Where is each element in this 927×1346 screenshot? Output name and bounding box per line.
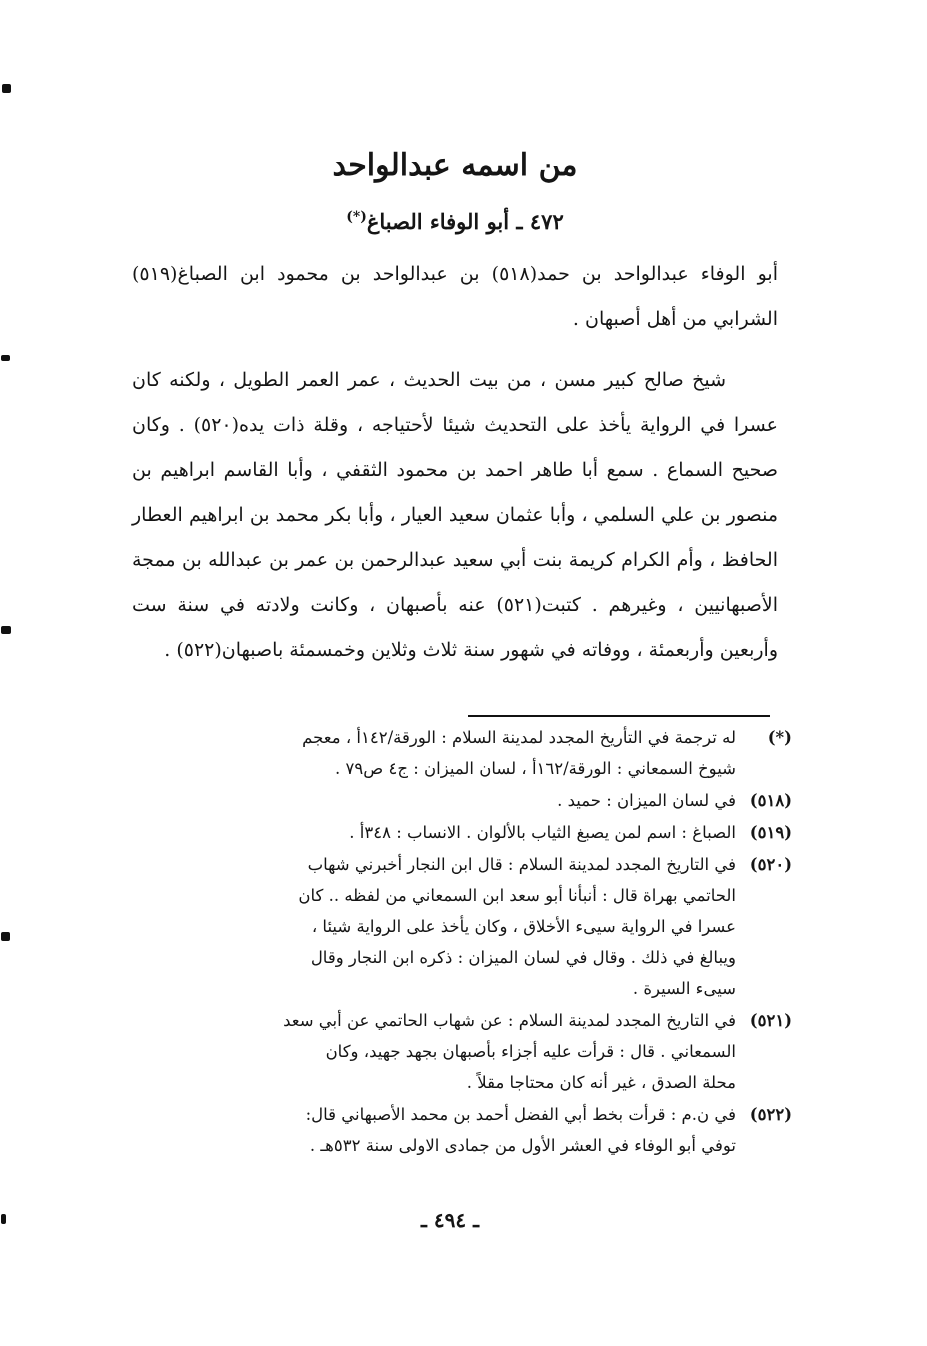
entry-number: ٤٧٢ xyxy=(529,209,564,234)
margin-mark xyxy=(1,932,10,941)
footnote-line: في لسان الميزان : حميد . xyxy=(557,791,736,810)
footnote xyxy=(126,1099,792,1161)
footnote-marker: (٥٢٢) xyxy=(749,1105,792,1124)
footnote-line: ويبالغ في ذلك . وقال في لسان الميزان : ذكره ابن النجار وقال xyxy=(310,948,736,967)
footnote xyxy=(126,722,792,784)
footnote xyxy=(126,785,792,816)
footnote-line: في التاريخ المجدد لمدينة السلام : عن شهاب الحاتمي عن أبي سعد xyxy=(283,1011,736,1030)
margin-mark xyxy=(1,626,11,634)
footnote xyxy=(126,1005,792,1098)
footnote-line: الحاتمي بهراة قال : أنبأنا أبو سعد ابن السمعاني من لفظه .. كان xyxy=(298,886,736,905)
footnote-line: عسرا في الرواية سيىء الأخلاق ، وكان يأخذ على الرواية شيئا ، xyxy=(311,917,736,936)
footnote xyxy=(126,817,792,848)
footnote xyxy=(126,849,792,1004)
footnote-line: سيىء السيرة . xyxy=(632,979,736,998)
footnote-marker: (٥٢١) xyxy=(749,1011,792,1030)
footnote-line: الصباغ : اسم لمن يصبغ الثياب بالألوان . الانساب : ٣٤٨أ . xyxy=(349,823,736,842)
entry-name: أبو الوفاء الصباغ xyxy=(366,209,510,234)
margin-mark xyxy=(1,355,10,361)
page-number: ـ ٤٩٤ ـ xyxy=(421,1208,479,1232)
footnote-marker: (٥١٩) xyxy=(749,823,792,842)
footnote-marker: (٥٢٠) xyxy=(749,855,792,874)
footnote-line: شيوخ السمعاني : الورقة/١٦٢أ ، لسان الميزان : ج٤ ص٧٩ . xyxy=(335,759,736,778)
margin-mark xyxy=(2,84,11,93)
footnote-separator xyxy=(468,715,770,717)
margin-mark xyxy=(1,1214,6,1224)
footnote-line: توفي أبو الوفاء في العشر الأول من جمادى الاولى سنة ٥٣٢هـ . xyxy=(309,1136,736,1155)
footnote-line: محلة الصدق ، غير أنه كان محتاجا مقلاً . xyxy=(466,1073,736,1092)
footnote-line: في ن.م : قرأت بخط أبي الفضل أحمد بن محمد الأصبهاني قال: xyxy=(305,1105,736,1124)
paragraph: شيخ صالح كبير مسن ، من بيت الحديث ، عمر العمر الطويل ، ولكنه كان عسرا في الرواية يأخذ على التحديث شيئا لأحتياجه ، وقلة ذات يده(٥٢٠) . وكان صحيح السماع . سمع أبا طاهر احمد بن محمود الثقفي ، وأبا القاسم ابراهيم بن منصور بن علي السلمي ، وأبا عثمان سعيد العيار ، وأبا بكر محمد بن ابراهيم العطار الحافظ ، وأم الكرام كريمة بنت أبي سعيد عبدالرحمن بن عمر بن عبدالله بن ممجة الأصبهانيين ، وغيرهم . كتبت(٥٢١) عنه بأصبهان ، وكانت ولادته في سنة ست وأربعين وأربعمئة ، ووفاته في شهور سنة ثلاث وثلاين وخمسمئة باصبهان(٥٢٢) . xyxy=(132,369,778,661)
footnote-marker: (٥١٨) xyxy=(749,791,792,810)
entry-note-mark: (*) xyxy=(346,209,367,225)
footnote-line: السمعاني . قال : قرأت عليه أجزاء بأصبهان بجهد جهيد، وكان xyxy=(325,1042,736,1061)
footnote-line: في التاريخ المجدد لمدينة السلام : قال ابن النجار أخبرني شهاب xyxy=(307,855,736,874)
section-heading: من اسمه عبدالواحد xyxy=(332,148,578,183)
paragraph: أبو الوفاء عبدالواحد بن حمد(٥١٨) بن عبدالواحد بن محمود ابن الصباغ(٥١٩) الشرابي من أهل أصبهان . xyxy=(132,263,778,330)
footnote-line: له ترجمة في التأريخ المجدد لمدينة السلام : الورقة/١٤٢أ ، معجم xyxy=(302,728,736,747)
footnotes xyxy=(126,722,792,1162)
footnote-marker: (*) xyxy=(767,728,792,747)
entry-heading xyxy=(130,199,780,240)
entry-separator: ـ xyxy=(516,209,523,234)
